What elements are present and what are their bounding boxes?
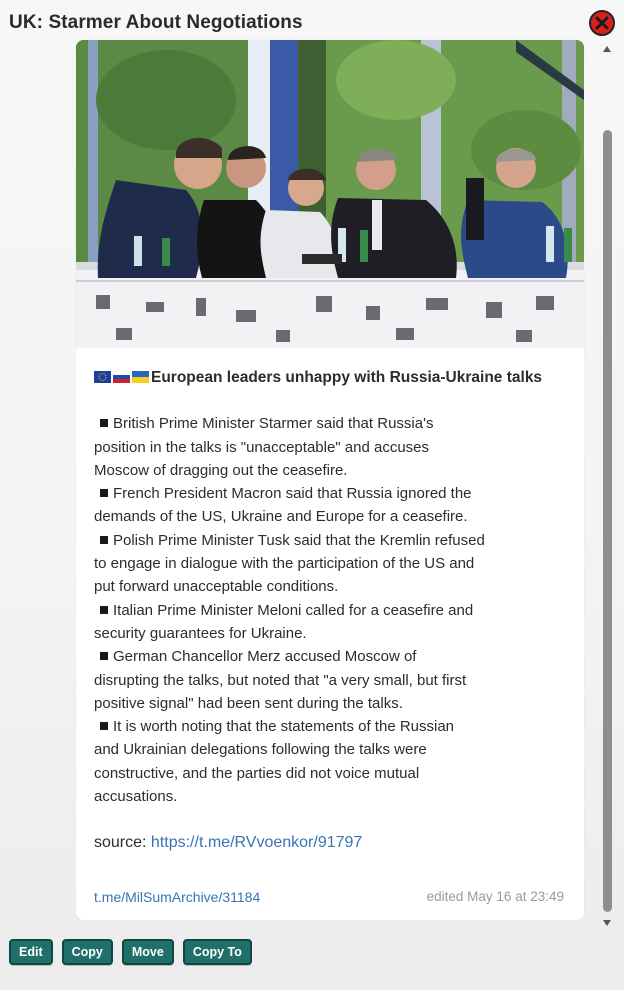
scroll-up-icon[interactable]: [603, 46, 611, 52]
bullet-line: It is worth noting that the statements of the Russian: [113, 718, 455, 736]
bullet-item: [94, 645, 562, 715]
bullet-square-icon: [100, 722, 108, 730]
source-line: [94, 831, 562, 854]
post-text: [94, 366, 562, 855]
headline-text: European leaders unhappy with Russia-Ukraine talks: [151, 369, 543, 386]
bullet-line: Moscow of dragging out the ceasefire.: [94, 461, 348, 479]
bullet-line: security guarantees for Ukraine.: [94, 624, 307, 642]
bullet-line: constructive, and the parties did not voice mutual: [94, 764, 420, 782]
archive-link[interactable]: t.me/MilSumArchive/31184: [94, 889, 261, 905]
bullet-line: French President Macron said that Russia ignored the: [113, 485, 472, 503]
vertical-scrollbar[interactable]: [600, 44, 614, 928]
bullet-line: position in the talks is "unacceptable" and accuses: [94, 438, 430, 456]
russia-flag-icon: [113, 371, 130, 383]
bullet-list: [94, 412, 562, 808]
bullet-item: [94, 529, 562, 599]
bullet-square-icon: [100, 489, 108, 497]
scroll-down-icon[interactable]: [603, 920, 611, 926]
source-link[interactable]: https://t.me/RVvoenkor/91797: [150, 834, 363, 852]
bullet-item: [94, 715, 562, 808]
source-label: source:: [94, 834, 147, 852]
bullet-item: [94, 599, 562, 646]
bullet-line: German Chancellor Merz accused Moscow of: [113, 648, 417, 666]
bullet-square-icon: [100, 419, 108, 427]
move-button[interactable]: Move: [122, 939, 174, 965]
bullet-line: disrupting the talks, but noted that "a very small, but first: [94, 671, 467, 689]
ukraine-flag-icon: [132, 371, 149, 383]
bullet-line: demands of the US, Ukraine and Europe for a ceasefire.: [94, 508, 468, 526]
copy-to-button[interactable]: Copy To: [183, 939, 252, 965]
close-icon: [595, 16, 609, 30]
bullet-line: accusations.: [94, 788, 178, 806]
action-bar: [9, 939, 252, 965]
bullet-square-icon: [100, 606, 108, 614]
post-card: [76, 40, 584, 920]
bullet-line: Italian Prime Minister Meloni called for a ceasefire and: [113, 601, 474, 619]
close-button[interactable]: [589, 10, 615, 36]
bullet-item: [94, 482, 562, 529]
bullet-square-icon: [100, 536, 108, 544]
post-headline: [94, 366, 562, 389]
edited-time: May 16 at 23:49: [467, 889, 564, 904]
window-title: UK: Starmer About Negotiations: [9, 12, 303, 33]
bullet-item: [94, 412, 562, 482]
bullet-line: to engage in dialogue with the participation of the US and: [94, 555, 475, 573]
copy-button[interactable]: Copy: [62, 939, 113, 965]
scroll-thumb[interactable]: [603, 130, 612, 912]
eu-flag-icon: [94, 371, 111, 383]
bullet-line: and Ukrainian delegations following the talks were: [94, 741, 427, 759]
photo-illustration: [76, 40, 584, 348]
edit-button[interactable]: Edit: [9, 939, 53, 965]
edited-label: edited: [426, 889, 464, 904]
bullet-line: positive signal" had been sent during the talks.: [94, 694, 403, 712]
bullet-line: British Prime Minister Starmer said that Russia's: [113, 415, 434, 433]
edited-timestamp: [427, 889, 564, 904]
bullet-square-icon: [100, 652, 108, 660]
post-photo[interactable]: [76, 40, 584, 348]
bullet-line: put forward unacceptable conditions.: [94, 578, 339, 596]
bullet-line: Polish Prime Minister Tusk said that the Kremlin refused: [113, 531, 485, 549]
